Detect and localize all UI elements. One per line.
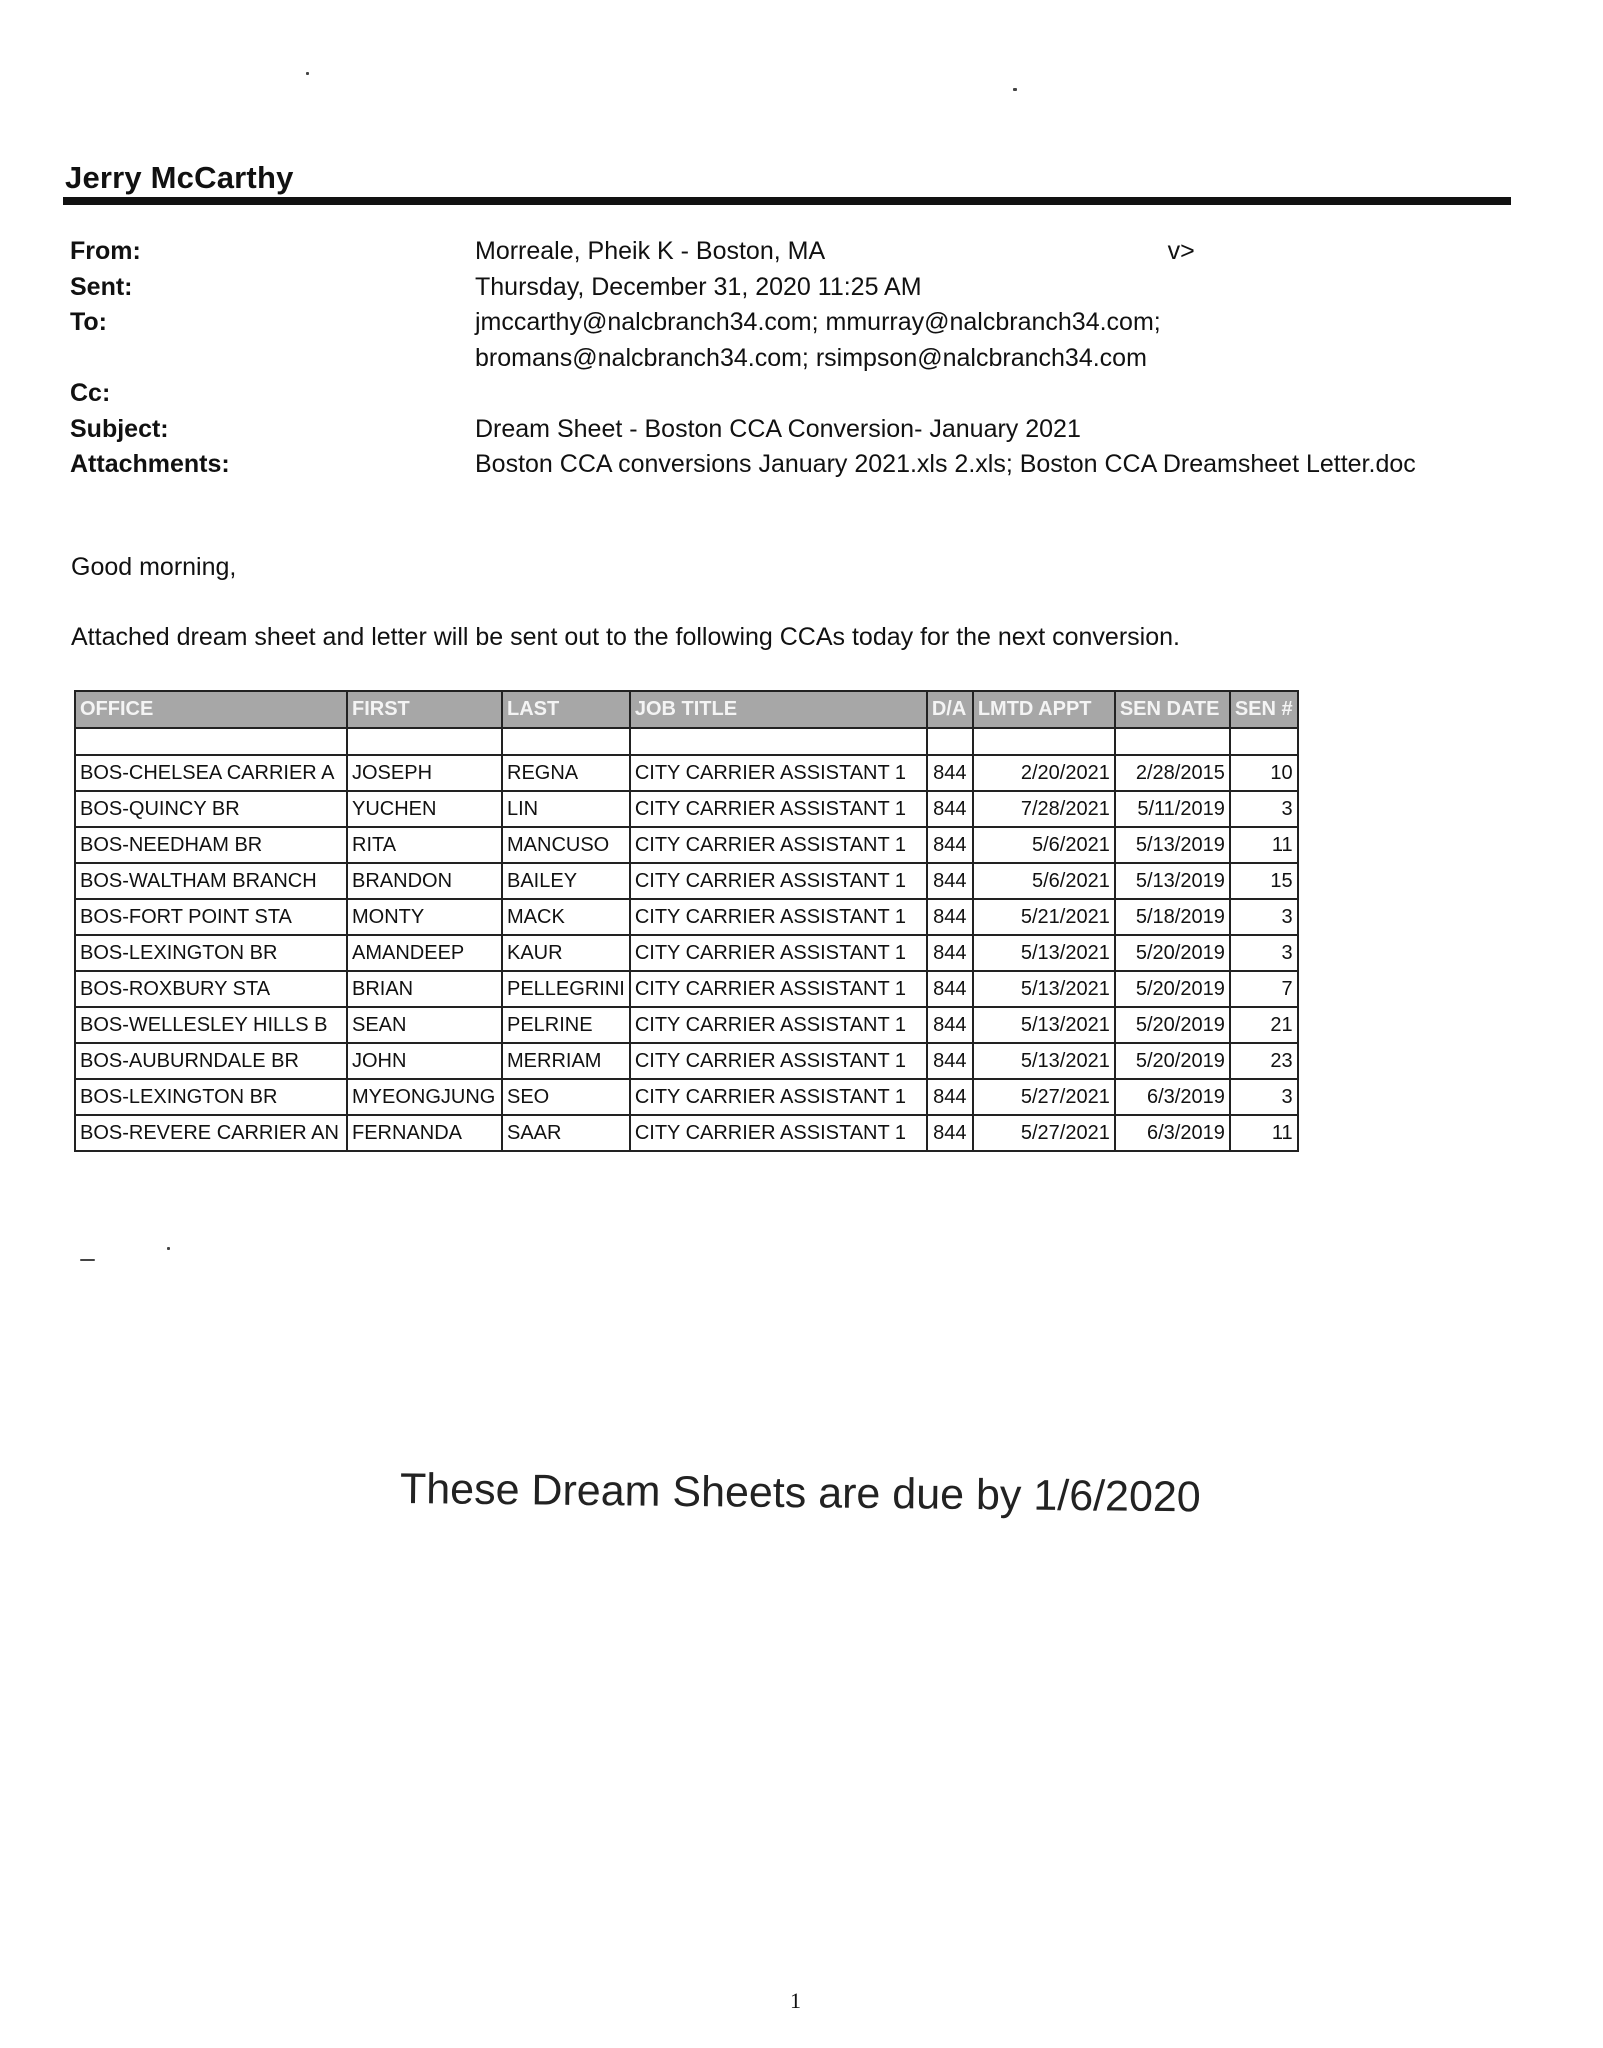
spacer-cell <box>347 728 502 755</box>
col-header-job-title: JOB TITLE <box>630 691 927 728</box>
cell-first: MYEONGJUNG <box>347 1079 502 1115</box>
cell-last: REGNA <box>502 755 630 791</box>
attachments-label: Attachments: <box>70 450 230 478</box>
table-row <box>75 971 1298 1007</box>
scan-speck <box>1013 88 1017 91</box>
cell-job-title: CITY CARRIER ASSISTANT 1 <box>630 1007 927 1043</box>
cell-first: YUCHEN <box>347 791 502 827</box>
cell-da: 844 <box>927 899 973 935</box>
table-row <box>75 1079 1298 1115</box>
spacer-cell <box>927 728 973 755</box>
to-label: To: <box>70 308 108 336</box>
from-label: From: <box>70 237 141 265</box>
table-header-row <box>75 691 1298 728</box>
cell-sen-num: 3 <box>1230 899 1298 935</box>
sent-value: Thursday, December 31, 2020 11:25 AM <box>475 272 922 301</box>
cc-value <box>475 376 1490 412</box>
cell-job-title: CITY CARRIER ASSISTANT 1 <box>630 971 927 1007</box>
subject-row <box>70 412 1490 448</box>
cell-last: PELLEGRINI <box>502 971 630 1007</box>
table-spacer-row <box>75 728 1298 755</box>
cell-sen-num: 3 <box>1230 935 1298 971</box>
cell-sen-date: 6/3/2019 <box>1115 1079 1230 1115</box>
cell-last: MANCUSO <box>502 827 630 863</box>
spacer-cell <box>75 728 347 755</box>
cell-da: 844 <box>927 1079 973 1115</box>
table-row <box>75 935 1298 971</box>
due-date-note: These Dream Sheets are due by 1/6/2020 <box>399 1465 1201 1522</box>
table-row <box>75 1007 1298 1043</box>
table-row <box>75 791 1298 827</box>
table-row <box>75 899 1298 935</box>
from-tail: v> <box>1167 237 1195 265</box>
conversion-table-wrap <box>74 690 1299 1152</box>
cell-first: JOHN <box>347 1043 502 1079</box>
cell-da: 844 <box>927 1115 973 1151</box>
cell-sen-num: 11 <box>1230 827 1298 863</box>
to-value-line1: jmccarthy@nalcbranch34.com; mmurray@nalcbranch34.com; <box>475 308 1161 336</box>
cell-job-title: CITY CARRIER ASSISTANT 1 <box>630 1079 927 1115</box>
cell-sen-date: 5/20/2019 <box>1115 971 1230 1007</box>
cell-job-title: CITY CARRIER ASSISTANT 1 <box>630 1115 927 1151</box>
cell-office: BOS-QUINCY BR <box>75 791 347 827</box>
cell-lmtd-appt: 5/27/2021 <box>973 1115 1115 1151</box>
to-row <box>70 305 1490 341</box>
cell-first: MONTY <box>347 899 502 935</box>
cell-office: BOS-NEEDHAM BR <box>75 827 347 863</box>
cell-first: AMANDEEP <box>347 935 502 971</box>
cell-lmtd-appt: 5/6/2021 <box>973 827 1115 863</box>
cell-last: MACK <box>502 899 630 935</box>
cell-office: BOS-FORT POINT STA <box>75 899 347 935</box>
cell-lmtd-appt: 2/20/2021 <box>973 755 1115 791</box>
scan-speck <box>80 1259 95 1261</box>
cell-first: FERNANDA <box>347 1115 502 1151</box>
attachments-value: Boston CCA conversions January 2021.xls 2.xls; Boston CCA Dreamsheet Letter.doc <box>475 450 1416 478</box>
subject-value: Dream Sheet - Boston CCA Conversion- January 2021 <box>475 414 1081 443</box>
cell-sen-date: 5/11/2019 <box>1115 791 1230 827</box>
table-row <box>75 1115 1298 1151</box>
cell-job-title: CITY CARRIER ASSISTANT 1 <box>630 755 927 791</box>
greeting: Good morning, <box>71 553 237 581</box>
sent-label: Sent: <box>70 272 133 301</box>
cell-last: SEO <box>502 1079 630 1115</box>
cell-office: BOS-CHELSEA CARRIER A <box>75 755 347 791</box>
cell-job-title: CITY CARRIER ASSISTANT 1 <box>630 863 927 899</box>
cell-sen-num: 3 <box>1230 1079 1298 1115</box>
cell-job-title: CITY CARRIER ASSISTANT 1 <box>630 791 927 827</box>
col-header-lmtd-appt: LMTD APPT <box>973 691 1115 728</box>
cell-office: BOS-LEXINGTON BR <box>75 935 347 971</box>
cell-da: 844 <box>927 827 973 863</box>
cell-lmtd-appt: 5/13/2021 <box>973 971 1115 1007</box>
cell-da: 844 <box>927 791 973 827</box>
table-body <box>75 728 1298 1151</box>
table-row <box>75 1043 1298 1079</box>
table-row <box>75 755 1298 791</box>
cell-job-title: CITY CARRIER ASSISTANT 1 <box>630 827 927 863</box>
cell-sen-num: 7 <box>1230 971 1298 1007</box>
from-name: Morreale, Pheik K - Boston, MA <box>475 237 824 265</box>
cell-sen-num: 3 <box>1230 791 1298 827</box>
cell-lmtd-appt: 5/13/2021 <box>973 1007 1115 1043</box>
col-header-first: FIRST <box>347 691 502 728</box>
spacer-cell <box>973 728 1115 755</box>
spacer-cell <box>630 728 927 755</box>
cell-first: RITA <box>347 827 502 863</box>
cell-office: BOS-WALTHAM BRANCH <box>75 863 347 899</box>
cell-sen-num: 10 <box>1230 755 1298 791</box>
conversion-table <box>74 690 1299 1152</box>
cell-sen-date: 6/3/2019 <box>1115 1115 1230 1151</box>
cell-lmtd-appt: 5/13/2021 <box>973 935 1115 971</box>
col-header-da: D/A <box>927 691 973 728</box>
cell-da: 844 <box>927 935 973 971</box>
cell-sen-date: 5/20/2019 <box>1115 1043 1230 1079</box>
table-row <box>75 827 1298 863</box>
spacer-cell <box>502 728 630 755</box>
cell-sen-date: 5/20/2019 <box>1115 1007 1230 1043</box>
cell-sen-date: 5/20/2019 <box>1115 935 1230 971</box>
cell-office: BOS-REVERE CARRIER AN <box>75 1115 347 1151</box>
cell-last: LIN <box>502 791 630 827</box>
from-value <box>475 234 1490 270</box>
cell-lmtd-appt: 5/6/2021 <box>973 863 1115 899</box>
cc-label: Cc: <box>70 379 111 407</box>
spacer-cell <box>1115 728 1230 755</box>
scan-speck <box>167 1247 170 1250</box>
cell-da: 844 <box>927 863 973 899</box>
page-number: 1 <box>790 1988 801 2013</box>
cell-job-title: CITY CARRIER ASSISTANT 1 <box>630 935 927 971</box>
table-row <box>75 863 1298 899</box>
cell-office: BOS-AUBURNDALE BR <box>75 1043 347 1079</box>
scan-speck <box>306 72 309 75</box>
email-header-block <box>70 234 1490 483</box>
email-owner-name: Jerry McCarthy <box>65 160 294 195</box>
cell-job-title: CITY CARRIER ASSISTANT 1 <box>630 1043 927 1079</box>
cell-sen-num: 15 <box>1230 863 1298 899</box>
sent-row <box>70 270 1490 306</box>
cell-da: 844 <box>927 1007 973 1043</box>
header-rule <box>63 197 1511 205</box>
intro-paragraph: Attached dream sheet and letter will be sent out to the following CCAs today for the next conversion. <box>71 623 1180 651</box>
cell-last: PELRINE <box>502 1007 630 1043</box>
cell-office: BOS-LEXINGTON BR <box>75 1079 347 1115</box>
cell-first: BRIAN <box>347 971 502 1007</box>
cell-job-title: CITY CARRIER ASSISTANT 1 <box>630 899 927 935</box>
cell-first: SEAN <box>347 1007 502 1043</box>
cell-office: BOS-WELLESLEY HILLS B <box>75 1007 347 1043</box>
cell-first: JOSEPH <box>347 755 502 791</box>
cell-sen-date: 5/13/2019 <box>1115 827 1230 863</box>
cell-last: KAUR <box>502 935 630 971</box>
cell-sen-date: 5/18/2019 <box>1115 899 1230 935</box>
from-row <box>70 234 1490 270</box>
spacer-cell <box>1230 728 1298 755</box>
cc-row <box>70 376 1490 412</box>
col-header-sen-date: SEN DATE <box>1115 691 1230 728</box>
cell-last: SAAR <box>502 1115 630 1151</box>
cell-da: 844 <box>927 971 973 1007</box>
cell-sen-date: 2/28/2015 <box>1115 755 1230 791</box>
cell-first: BRANDON <box>347 863 502 899</box>
cell-office: BOS-ROXBURY STA <box>75 971 347 1007</box>
cell-lmtd-appt: 5/21/2021 <box>973 899 1115 935</box>
attachments-row <box>70 447 1490 483</box>
cell-lmtd-appt: 5/27/2021 <box>973 1079 1115 1115</box>
col-header-sen-num: SEN # <box>1230 691 1298 728</box>
cell-sen-num: 23 <box>1230 1043 1298 1079</box>
cell-da: 844 <box>927 1043 973 1079</box>
cell-sen-date: 5/13/2019 <box>1115 863 1230 899</box>
subject-label: Subject: <box>70 414 169 443</box>
to-value-line2: bromans@nalcbranch34.com; rsimpson@nalcbranch34.com <box>475 343 1147 372</box>
cell-lmtd-appt: 5/13/2021 <box>973 1043 1115 1079</box>
to-row-continued <box>70 341 1490 377</box>
col-header-last: LAST <box>502 691 630 728</box>
cell-sen-num: 21 <box>1230 1007 1298 1043</box>
col-header-office: OFFICE <box>75 691 347 728</box>
cell-last: BAILEY <box>502 863 630 899</box>
cell-sen-num: 11 <box>1230 1115 1298 1151</box>
cell-lmtd-appt: 7/28/2021 <box>973 791 1115 827</box>
cell-last: MERRIAM <box>502 1043 630 1079</box>
cell-da: 844 <box>927 755 973 791</box>
to-label-spacer <box>70 341 475 377</box>
